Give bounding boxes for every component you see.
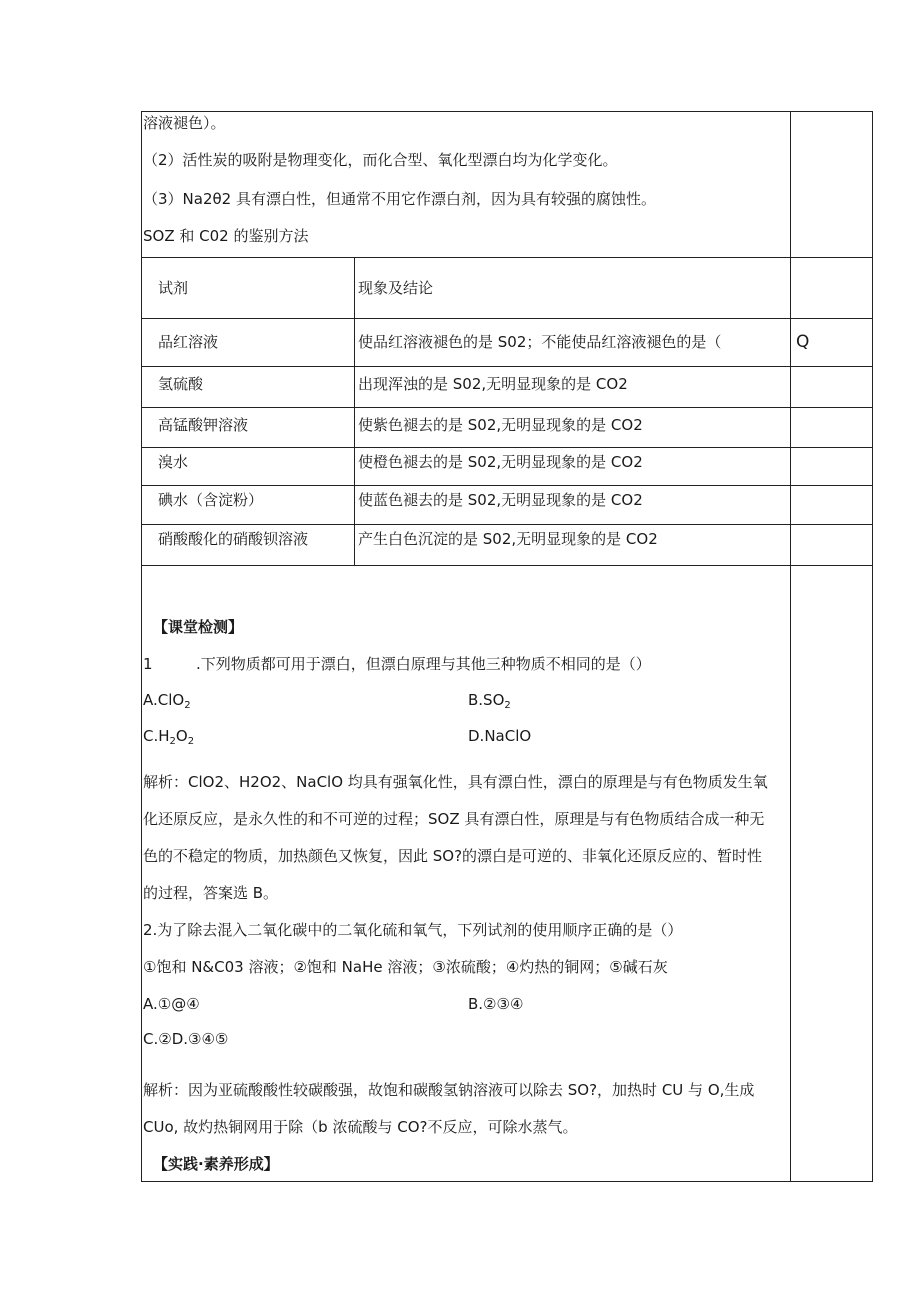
q1-analysis-line: 的过程，答案选 B。: [143, 884, 279, 902]
row-reagent: 碘水（含淀粉）: [158, 491, 264, 509]
q1-analysis-line: 色的不稳定的物质，加热颜色又恢复，因此 SO?的漂白是可逆的、非氧化还原反应的、暂时性: [143, 847, 763, 865]
q2-option-a: A.①@④: [143, 995, 200, 1013]
header-reagent: 试剂: [158, 279, 189, 297]
q1-option-c: [143, 726, 194, 752]
row-result: 出现浑浊的是 S02,无明显现象的是 CO2: [358, 375, 628, 393]
frame-left-line: [141, 111, 142, 1182]
q1-option-d: D.NaClO: [468, 727, 532, 745]
q1-analysis-line: 解析：ClO2、H2O2、NaClO 均具有强氧化性，具有漂白性，漂白的原理是与有色物质发生氧: [143, 773, 768, 791]
q1-analysis-line: 化还原反应，是永久性的和不可逆的过程；SOZ 具有漂白性，原理是与有色物质结合成一种无: [143, 810, 765, 828]
row-reagent: 溴水: [158, 453, 189, 471]
row-line: [141, 565, 873, 566]
q1-option-b: [468, 690, 511, 716]
subscript: 2: [504, 700, 511, 711]
row-line: [141, 447, 873, 448]
q2-analysis-line: CUo, 故灼热铜网用于除（b 浓硫酸与 CO?不反应，可除水蒸气。: [143, 1118, 578, 1136]
practice-heading: 【实践·素养形成】: [153, 1155, 279, 1173]
q2-option-cd: C.②D.③④⑤: [143, 1030, 229, 1048]
q1-option-b-text: B.SO: [468, 691, 505, 709]
frame-top-line: [141, 111, 873, 112]
row-result: 使蓝色褪去的是 S02,无明显现象的是 CO2: [358, 491, 643, 509]
row-result: 使橙色褪去的是 S02,无明显现象的是 CO2: [358, 453, 643, 471]
subscript: 2: [187, 736, 195, 747]
section-title: SOZ 和 C02 的鉴别方法: [143, 227, 309, 245]
intro-line: 溶液褪色）。: [143, 114, 226, 132]
frame-divider-line: [790, 111, 791, 1182]
q1-option-c-mid: O: [175, 727, 188, 745]
q1-text: .下列物质都可用于漂白，但漂白原理与其他三种物质不相同的是（）: [196, 655, 651, 673]
q1-option-a-text: A.ClO: [143, 691, 185, 709]
row-line: [141, 366, 873, 367]
row-result: 产生白色沉淀的是 S02,无明显现象的是 CO2: [358, 530, 658, 548]
row-result: 使紫色褪去的是 S02,无明显现象的是 CO2: [358, 416, 643, 434]
header-result: 现象及结论: [358, 279, 434, 297]
q1-option-a: [143, 690, 191, 716]
note-2: （2）活性炭的吸附是物理变化，而化合型、氧化型漂白均为化学变化。: [143, 151, 618, 169]
frame-bottom-line: [141, 1181, 873, 1182]
q2-text: 2.为了除去混入二氧化碳中的二氧化硫和氧气，下列试剂的使用顺序正确的是（）: [143, 921, 683, 939]
row-reagent: 硝酸酸化的硝酸钡溶液: [158, 530, 309, 548]
column-line: [354, 257, 355, 565]
q2-analysis-line: 解析：因为亚硫酸酸性较碳酸强，故饱和碳酸氢钠溶液可以除去 SO?，加热时 CU 与 O,生成: [143, 1081, 755, 1099]
q1-option-c-text: C.H: [143, 727, 170, 745]
row-reagent: 氢硫酸: [158, 375, 204, 393]
note-3: （3）Na2θ2 具有漂白性，但通常不用它作漂白剂，因为具有较强的腐蚀性。: [143, 190, 656, 208]
q2-option-b: B.②③④: [468, 995, 524, 1013]
row-result: 使品红溶液褪色的是 S02；不能使品红溶液褪色的是（: [358, 333, 722, 351]
subscript: 2: [169, 736, 176, 747]
row-line: [141, 407, 873, 408]
row-reagent: 高锰酸钾溶液: [158, 416, 249, 434]
subscript: 2: [184, 700, 191, 711]
row-side-mark: Q: [796, 332, 810, 352]
check-heading: 【课堂检测】: [153, 618, 244, 636]
row-line: [141, 318, 873, 319]
row-line: [141, 524, 873, 525]
q2-reagents: ①饱和 N&C03 溶液；②饱和 NaHe 溶液；③浓硫酸；④灼热的铜网；⑤碱石灰: [143, 958, 668, 976]
q1-number: 1: [143, 655, 153, 673]
row-reagent: 品红溶液: [158, 333, 219, 351]
row-line: [141, 257, 873, 258]
frame-right-line: [872, 111, 873, 1182]
row-line: [141, 485, 873, 486]
